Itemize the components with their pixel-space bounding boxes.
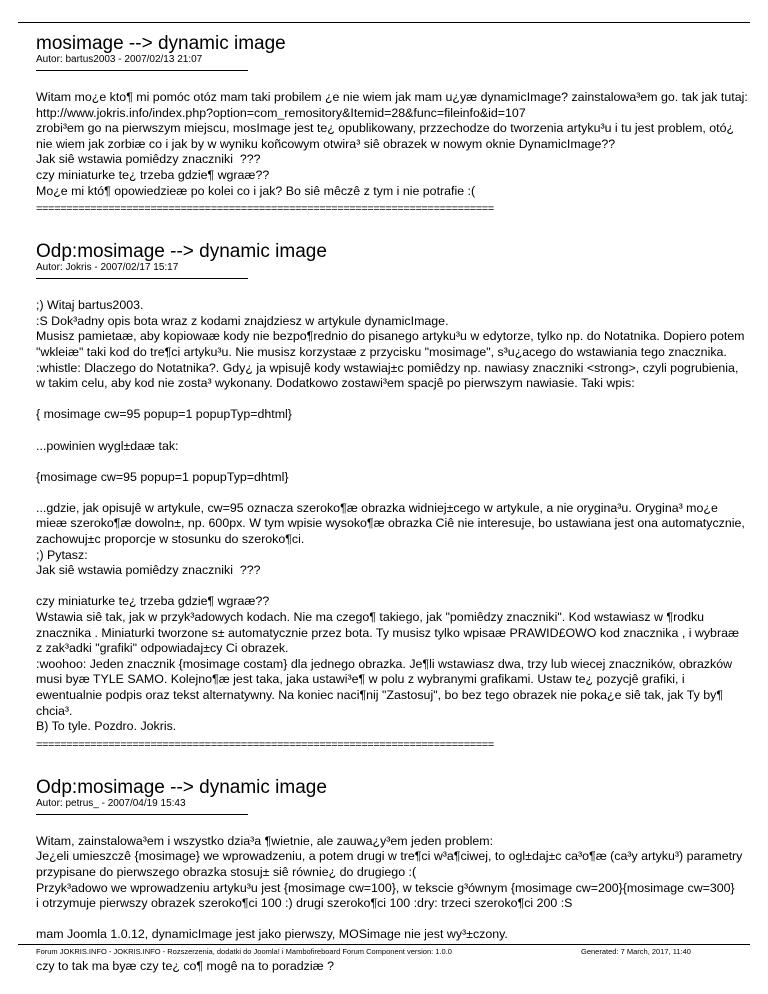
post-line: zrobi³em go na pierwszym miejscu, mosImage jest te¿ opublikowany, przzechodze do tworzenia artyku³u i tu jest problem, otó¿ nie wiem jak zorbiæ co i jak by w wyniku koñcowym otwira³ siê obrazek w nowym oknie DynamicImage?? <box>36 121 738 151</box>
post-line: czy miniaturke te¿ trzeba gdzie¶ wgraæ?? <box>36 167 270 182</box>
post-2 <box>36 242 748 751</box>
post-title: Odp:mosimage --> dynamic image <box>36 776 327 798</box>
post-line: Wstawia siê tak, jak w przyk³adowych kodach. Nie ma czego¶ takiego, jak "pomiêdzy znaczniki". Kod wstawiasz w ¶rodku znacznika . Miniaturki tworzone s± automatycznie przez bota. Ty musisz tylko wpisaæ PRAWID£OWO kod znacznika , i wybraæ z zak³adki "grafiki" odpowiadaj±cy Ci obrazek. <box>36 610 743 656</box>
post-line: Jak siê wstawia pomiêdzy znaczniki ??? <box>36 152 261 167</box>
post-line: B) To tyle. Pozdro. Jokris. <box>36 719 177 734</box>
footer-rule <box>18 944 750 945</box>
footer-generated: Generated: 7 March, 2017, 11:40 <box>581 947 691 956</box>
post-line: Przyk³adowo we wprowadzeniu artyku³u jest {mosimage cw=100}, w tekscie g³ównym {mosimage cw=200}{mosimage cw=300} <box>36 880 735 895</box>
code-example: { mosimage cw=95 popup=1 popupTyp=dhtml} <box>36 407 292 422</box>
post-body <box>36 298 748 735</box>
post-line: ...powinien wygl±daæ tak: <box>36 438 179 453</box>
post-line: mam Joomla 1.0.12, dynamicImage jest jako pierwszy, MOSimage nie jest wy³±czony. <box>36 927 508 942</box>
post-line: :S Dok³adny opis bota wraz z kodami znajdziesz w artykule dynamicImage. <box>36 313 449 328</box>
forum-thread <box>36 34 748 974</box>
post-line: czy to tak ma byæ czy te¿ co¶ mogê na to poradziæ ? <box>36 958 334 973</box>
post-line: ;) Witaj bartus2003. <box>36 298 144 313</box>
post-line: Mo¿e mi któ¶ opowiedzieæ po kolei co i jak? Bo siê mêczê z tym i nie potrafie :( <box>36 183 476 198</box>
post-title: mosimage --> dynamic image <box>36 33 286 54</box>
code-example: {mosimage cw=95 popup=1 popupTyp=dhtml} <box>36 469 289 484</box>
post-line: http://www.jokris.info/index.php?option=com_remository&Itemid=28&func=fileinfo&id=107 <box>36 105 526 120</box>
post-line: Witam, zainstalowa³em i wszystko dzia³a ¶wietnie, ale zauwa¿y³em jeden problem: <box>36 833 494 848</box>
footer-source: Forum JOKRIS.INFO - JOKRIS.INFO - Rozszerzenia, dodatki do Joomla! i Mambofireboard Forum Component version: 1.0.0 <box>36 947 452 956</box>
meta-rule <box>36 70 248 71</box>
post-body <box>36 90 748 199</box>
post-meta: Autor: bartus2003 - 2007/02/13 21:07 <box>36 54 203 65</box>
post-line: ;) Pytasz: <box>36 547 88 562</box>
post-line: Witam mo¿e kto¶ mi pomóc otóz mam taki probilem ¿e nie wiem jak mam u¿yæ dynamicImage? zainstalowa³em go. tak jak tutaj: <box>36 90 748 104</box>
post-line: czy miniaturke te¿ trzeba gdzie¶ wgraæ?? <box>36 594 270 609</box>
meta-rule <box>36 814 248 815</box>
top-rule <box>18 22 750 23</box>
post-line: i otrzymuje pierwszy obrazek szeroko¶ci 100 :) drugi szeroko¶ci 100 :dry: trzeci szeroko¶ci 200 :S <box>36 896 573 911</box>
post-line: :woohoo: Jeden znacznik {mosimage costam} dla jednego obrazka. Je¶li wstawiasz dwa, trzy lub wiecej znaczników, obrazków musi byæ TYLE SAMO. Kolejno¶æ jest taka, jaka ustawi³e¶ w polu z wybranymi grafikami. Ustaw te¿ pozycjê grafiki, i ewentualnie podpis oraz tekst alternatywny. Na koniec naci¶nij "Zastosuj", bo bez tego obrazek nie poka¿e siê tak, jak Ty by¶ chcia³. <box>36 656 736 718</box>
post-line: ...gdzie, jak opisujê w artykule, cw=95 oznacza szeroko¶æ obrazka widniej±cego w artykule, a nie orygina³u. Orygina³ mo¿e mieæ szeroko¶æ dowoln±, np. 600px. W tym wpisie wysoko¶æ obrazka Ciê nie interesuje, bo ustawiana jest ona automatycznie, zachowuj±c proporcje w stosunku do szeroko¶ci. <box>36 500 749 547</box>
post-line: Jak siê wstawia pomiêdzy znaczniki ??? <box>36 563 261 578</box>
post-meta: Autor: petrus_ - 2007/04/19 15:43 <box>36 797 186 809</box>
post-1 <box>36 34 748 215</box>
post-title: Odp:mosimage --> dynamic image <box>36 241 327 263</box>
post-line: Musisz pamietaæ, aby kopiowaæ kody nie bezpo¶rednio do pisanego artyku³u w edytorze, tylko np. do Notatnika. Dopiero potem "wkleiæ" taki kod do tre¶ci artyku³u. Nie musisz korzystaæ z przycisku "mosimage", s³u¿acego do wstawiania tego znacznika. <box>36 329 748 359</box>
post-separator: ============================================================================ <box>36 203 494 216</box>
post-line: :whistle: Dlaczego do Notatnika?. Gdy¿ ja wpisujê kody wstawiaj±c pomiêdzy np. nawiasy znaczniki <strong>, czyli pogrubienia, w takim celu, aby kod nie zosta³ wykonany. Dodatkowo zostawi³em spacjê po pierwszym nawiasie. Taki wpis: <box>36 360 742 391</box>
post-meta: Autor: Jokris - 2007/02/17 15:17 <box>36 262 179 274</box>
post-separator: ============================================================================ <box>36 738 494 751</box>
meta-rule <box>36 278 248 279</box>
post-line: Je¿eli umieszczê {mosimage} we wprowadzeniu, a potem drugi w tre¶ci w³a¶ciwej, to ogl±daj±c ca³o¶æ (ca³y artyku³) parametry przypisane do pierwszego obrazka stosuj± siê równie¿ do drugiego :( <box>36 849 746 879</box>
